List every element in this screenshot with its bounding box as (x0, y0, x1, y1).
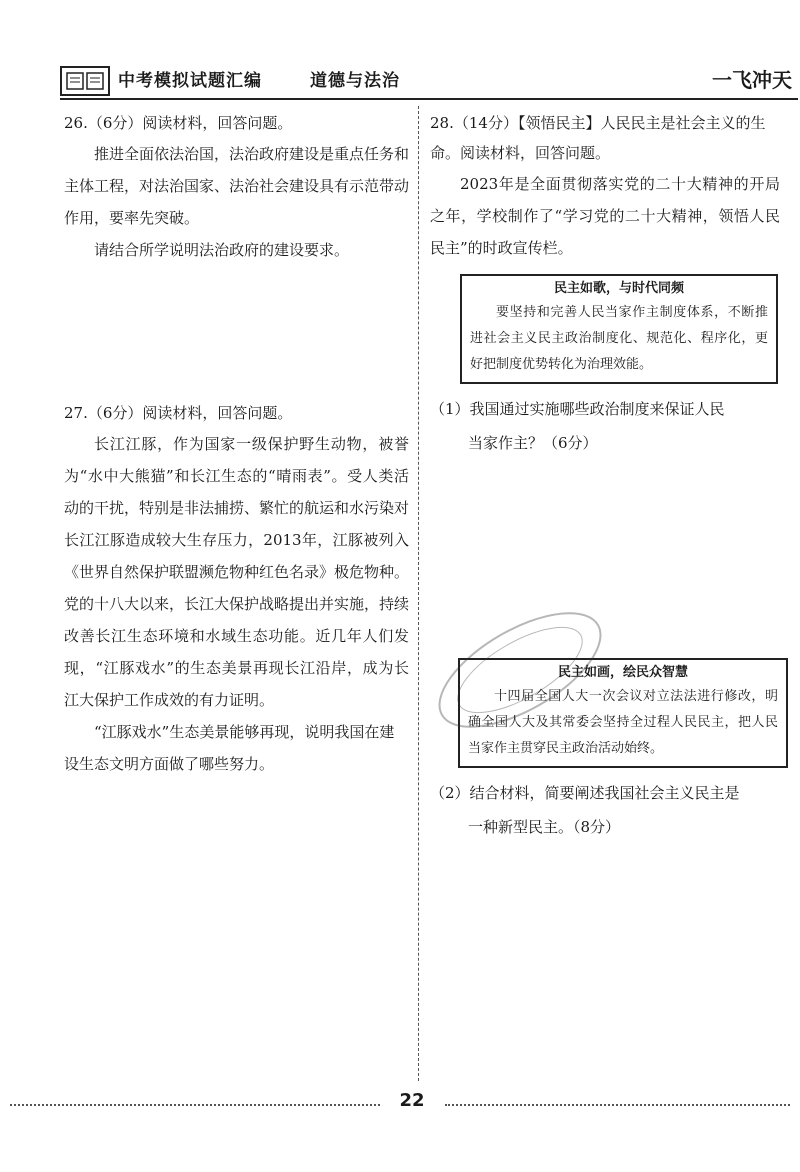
question-27 (64, 398, 409, 780)
question-27-material: 长江江豚，作为国家一级保护野生动物，被誉为“水中大熊猫”和长江生态的“晴雨表”。受人类活动的干扰，特别是非法捕捞、繁忙的航运和水污染对长江江豚造成较大生存压力，2013年，江豚被列入《世界自然保护联盟濒危物种红色名录》极危物种。党的十八大以来，长江大保护战略提出并实施，持续改善长江生态环境和水域生态功能。近几年人们发现，“江豚戏水”的生态美景再现长江沿岸，成为长江大保护工作成效的有力证明。 (64, 435, 410, 709)
brand-name: 一飞冲天 (712, 68, 792, 92)
subject-title: 道德与法治 (310, 71, 400, 91)
column-divider (418, 106, 419, 1081)
material-box-2 (458, 658, 788, 768)
subquestion-1-line1: （1）我国通过实施哪些政治制度来保证人民 (430, 400, 725, 418)
page-header (60, 62, 798, 102)
subquestion-2-line1: （2）结合材料，简要阐述我国社会主义民主是 (430, 784, 740, 802)
page-number: 22 (399, 1090, 425, 1111)
footer-rule-right (445, 1104, 790, 1106)
subquestion-1 (430, 392, 780, 460)
material-box-1-body: 要坚持和完善人民当家作主制度体系，不断推进社会主义民主政治制度化、规范化、程序化，更好把制度优势转化为治理效能。 (470, 305, 768, 372)
left-column (64, 108, 409, 780)
question-26-material: 推进全面依法治国，法治政府建设是重点任务和主体工程，对法治国家、法治社会建设具有示范带动作用，要率先突破。 (64, 145, 410, 227)
question-26 (64, 108, 409, 266)
answer-space (430, 460, 780, 648)
series-logo-icon (60, 66, 110, 96)
question-26-task: 请结合所学说明法治政府的建设要求。 (94, 241, 350, 259)
subquestion-2-line2: 一种新型民主。（8分） (468, 818, 621, 836)
question-27-task: “江豚戏水”生态美景能够再现，说明我国在建设生态文明方面做了哪些努力。 (64, 723, 395, 773)
material-box-1-title: 民主如歌，与时代同频 (553, 281, 684, 296)
material-box-2-title: 民主如画，绘民众智慧 (557, 665, 688, 680)
question-28-heading: 28.（14分）【领悟民主】人民民主是社会主义的生命。阅读材料，回答问题。 (430, 114, 766, 162)
material-box-1 (460, 274, 778, 384)
question-27-heading: 27.（6分）阅读材料，回答问题。 (64, 404, 293, 422)
answer-space (64, 266, 409, 398)
question-28 (430, 108, 780, 844)
question-26-heading: 26.（6分）阅读材料，回答问题。 (64, 114, 293, 132)
series-title: 中考模拟试题汇编 (118, 71, 262, 91)
right-column (430, 108, 780, 844)
header-divider (60, 98, 798, 100)
question-28-intro: 2023年是全面贯彻落实党的二十大精神的开局之年，学校制作了“学习党的二十大精神，领悟人民民主”的时政宣传栏。 (430, 175, 780, 257)
subquestion-1-line2: 当家作主？（6分） (468, 434, 598, 452)
book-icon (65, 70, 105, 92)
page-footer (0, 1090, 800, 1120)
material-box-2-body: 十四届全国人大一次会议对立法法进行修改，明确全国人大及其常委会坚持全过程人民民主，把人民当家作主贯穿民主政治活动始终。 (468, 689, 778, 756)
subquestion-2 (430, 776, 780, 844)
footer-rule-left (10, 1104, 380, 1106)
